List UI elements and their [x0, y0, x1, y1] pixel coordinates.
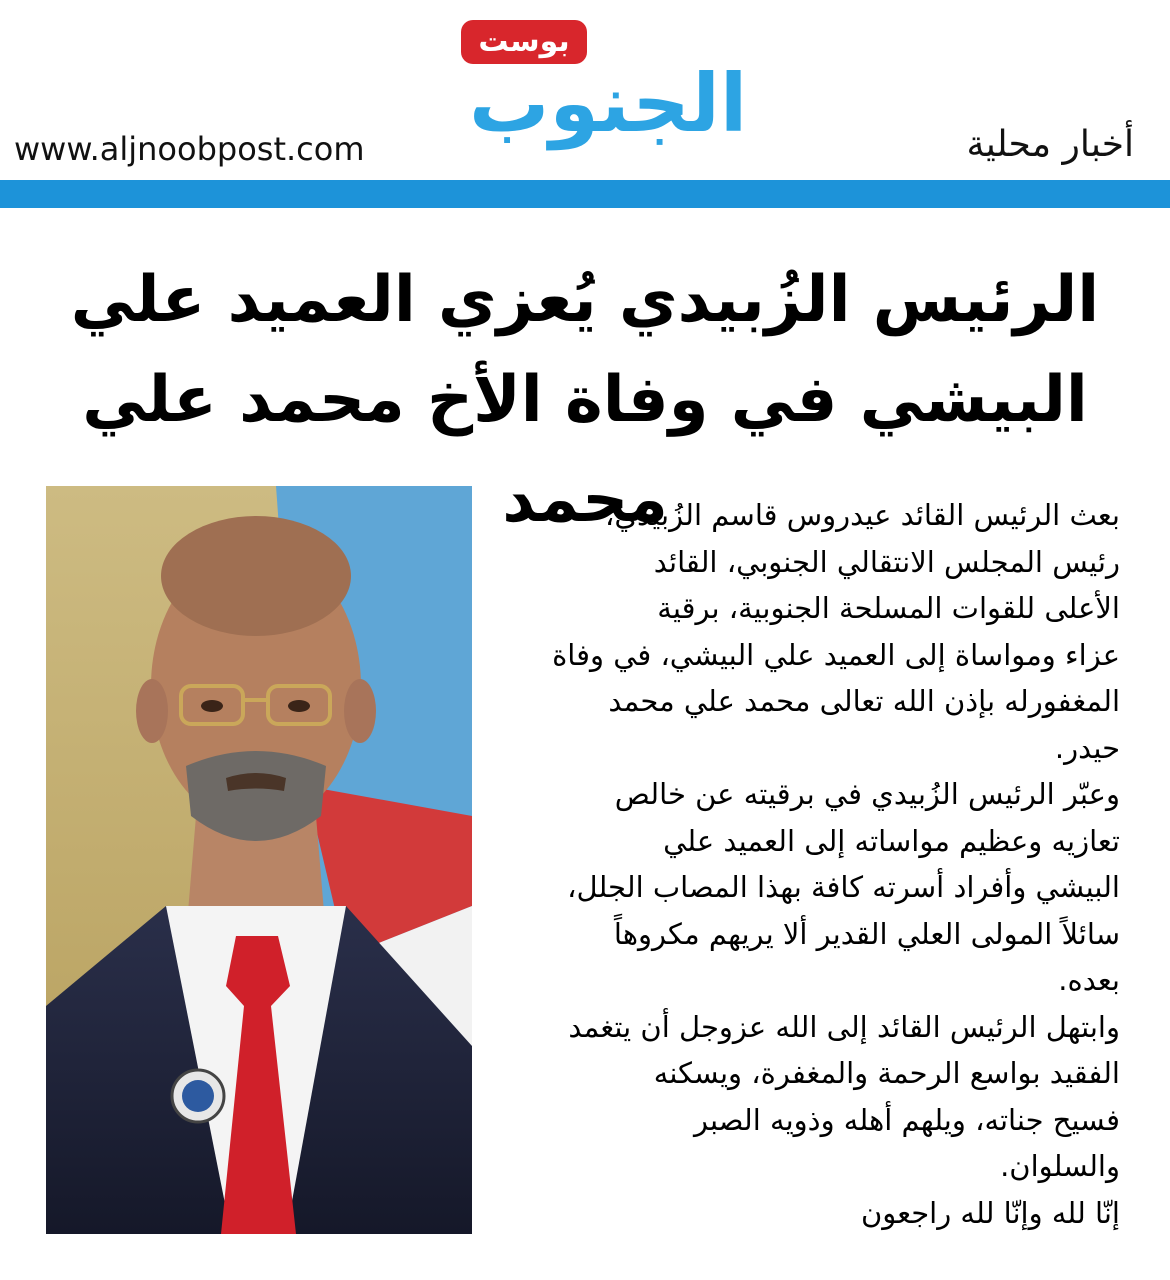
- article-line: والسلوان.: [1000, 1149, 1120, 1183]
- article-line: وابتهل الرئيس القائد إلى الله عزوجل أن يتغمد: [568, 1009, 1120, 1044]
- site-logo[interactable]: [455, 18, 748, 150]
- article-body: [500, 492, 1120, 1236]
- logo-wordmark: الجنوب: [469, 57, 748, 150]
- article-line: سائلاً المولى العلي القدير ألا يريهم مكروهاً: [613, 916, 1120, 951]
- article-line: إنّا لله وإنّا لله راجعون: [860, 1195, 1120, 1230]
- site-url[interactable]: www.aljnoobpost.com: [14, 130, 365, 168]
- article-line: عزاء ومواساة إلى العميد علي البيشي، في وفاة: [552, 637, 1120, 672]
- section-label: أخبار محلية: [966, 124, 1134, 165]
- article-line: رئيس المجلس الانتقالي الجنوبي، القائد: [653, 544, 1120, 579]
- headline-line-1: الرئيس الزُبيدي يُعزي العميد علي: [70, 263, 1100, 337]
- article-line: الفقيد بواسع الرحمة والمغفرة، ويسكنه: [653, 1056, 1120, 1090]
- headline-line-2: البيشي في وفاة الأخ محمد علي محمد: [82, 363, 1088, 537]
- article-line: تعازيه وعظيم مواساته إلى العميد علي: [663, 823, 1120, 858]
- article-line: وعبّر الرئيس الزُبيدي في برقيته عن خالص: [614, 777, 1120, 811]
- article-line: المغفورله بإذن الله تعالى محمد علي محمد: [608, 684, 1120, 718]
- logo-badge: بوست: [461, 20, 587, 64]
- article-line: الأعلى للقوات المسلحة الجنوبية، برقية: [657, 591, 1120, 625]
- article-line: البيشي وأفراد أسرته كافة بهذا المصاب الجلل،: [567, 870, 1120, 904]
- article-line: بعده.: [1058, 963, 1120, 997]
- article-line: فسيح جناته، ويلهم أهله وذويه الصبر: [694, 1102, 1120, 1137]
- article-line: حيدر.: [1054, 730, 1120, 765]
- portrait-illustration: [46, 486, 472, 1234]
- article-photo: [46, 486, 472, 1234]
- header-divider-bar: [0, 180, 1170, 208]
- article-line: بعث الرئيس القائد عيدروس قاسم الزُبيدي،: [605, 498, 1120, 532]
